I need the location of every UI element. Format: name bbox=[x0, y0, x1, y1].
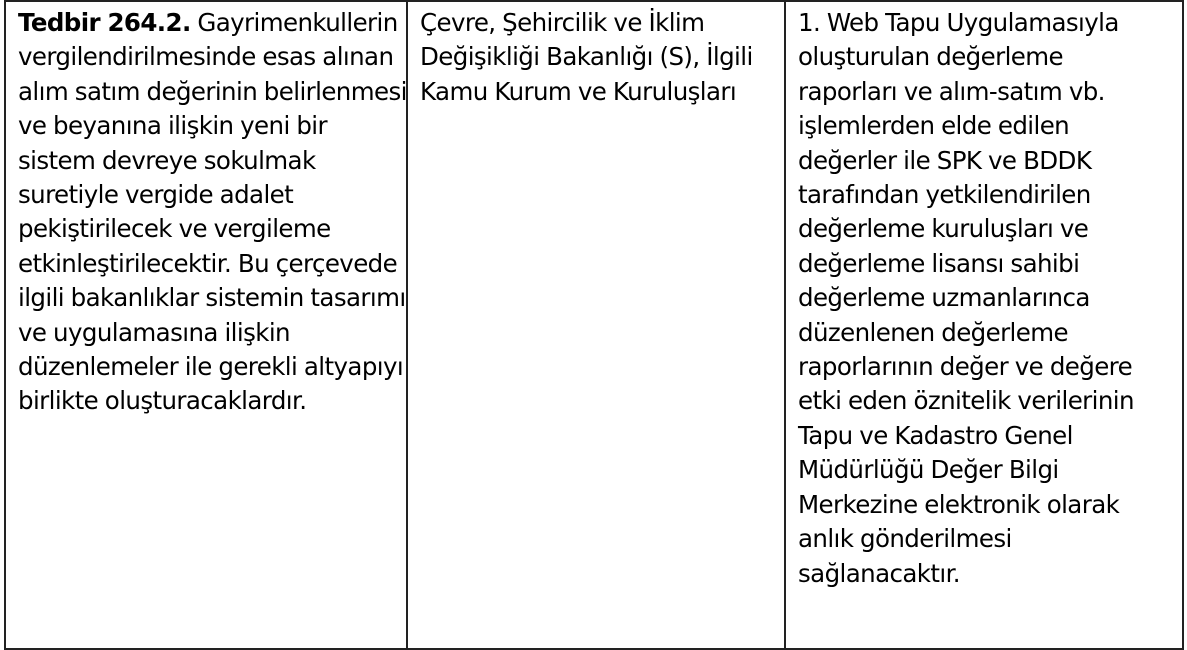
actions-line: anlık gönderilmesi bbox=[798, 524, 1012, 554]
actions-line: değerleme uzmanlarınca bbox=[798, 283, 1090, 313]
measure-line: vergilendirilmesinde esas alınan bbox=[18, 42, 394, 72]
measure-line: suretiyle vergide adalet bbox=[18, 180, 294, 210]
actions-line: sağlanacaktır. bbox=[798, 558, 960, 588]
responsible-line: Çevre, Şehircilik ve İklim bbox=[420, 8, 705, 37]
measure-line: etkinleştirilecektir. Bu çerçevede bbox=[18, 248, 398, 278]
actions-line: Müdürlüğü Değer Bilgi bbox=[798, 455, 1059, 485]
measure-line: ve uygulamasına ilişkin bbox=[18, 317, 290, 347]
actions-line: oluşturulan değerleme bbox=[798, 42, 1064, 72]
actions-line: etki eden öznitelik verilerinin bbox=[798, 386, 1134, 416]
measure-line: düzenlemeler ile gerekli altyapıyı bbox=[18, 352, 404, 382]
responsible-cell bbox=[407, 1, 785, 649]
measure-line: pekiştirilecek ve vergileme bbox=[18, 214, 331, 244]
actions-line: değerleme lisansı sahibi bbox=[798, 248, 1080, 278]
measure-line: ve beyanına ilişkin yeni bir bbox=[18, 111, 327, 141]
measure-line: sistem devreye sokulmak bbox=[18, 145, 316, 175]
actions-line: 1. Web Tapu Uygulamasıyla bbox=[798, 8, 1119, 37]
actions-line: raporları ve alım-satım vb. bbox=[798, 76, 1105, 106]
actions-line: işlemlerden elde edilen bbox=[798, 111, 1070, 141]
measure-title: Tedbir 264.2. bbox=[18, 8, 191, 37]
actions-line: Merkezine elektronik olarak bbox=[798, 489, 1120, 519]
actions-line: tarafından yetkilendirilen bbox=[798, 180, 1091, 210]
actions-cell bbox=[785, 1, 1183, 649]
measure-line: birlikte oluşturacaklardır. bbox=[18, 386, 307, 416]
responsible-line: Kamu Kurum ve Kuruluşları bbox=[420, 76, 737, 106]
measure-text: Gayrimenkullerin bbox=[190, 8, 398, 37]
actions-line: Tapu ve Kadastro Genel bbox=[798, 420, 1073, 450]
measure-line: alım satım değerinin belirlenmesi bbox=[18, 76, 407, 106]
measures-table bbox=[4, 0, 1184, 650]
table-row bbox=[5, 1, 1183, 649]
actions-line: değerleme kuruluşları ve bbox=[798, 214, 1089, 244]
measure-cell bbox=[5, 1, 407, 649]
actions-line: düzenlenen değerleme bbox=[798, 317, 1068, 347]
responsible-line: Değişikliği Bakanlığı (S), İlgili bbox=[420, 42, 753, 72]
measure-line: ilgili bakanlıklar sistemin tasarımı bbox=[18, 283, 406, 313]
measure-line bbox=[18, 6, 396, 40]
actions-line: değerler ile SPK ve BDDK bbox=[798, 145, 1092, 175]
actions-line: raporlarının değer ve değere bbox=[798, 352, 1133, 382]
